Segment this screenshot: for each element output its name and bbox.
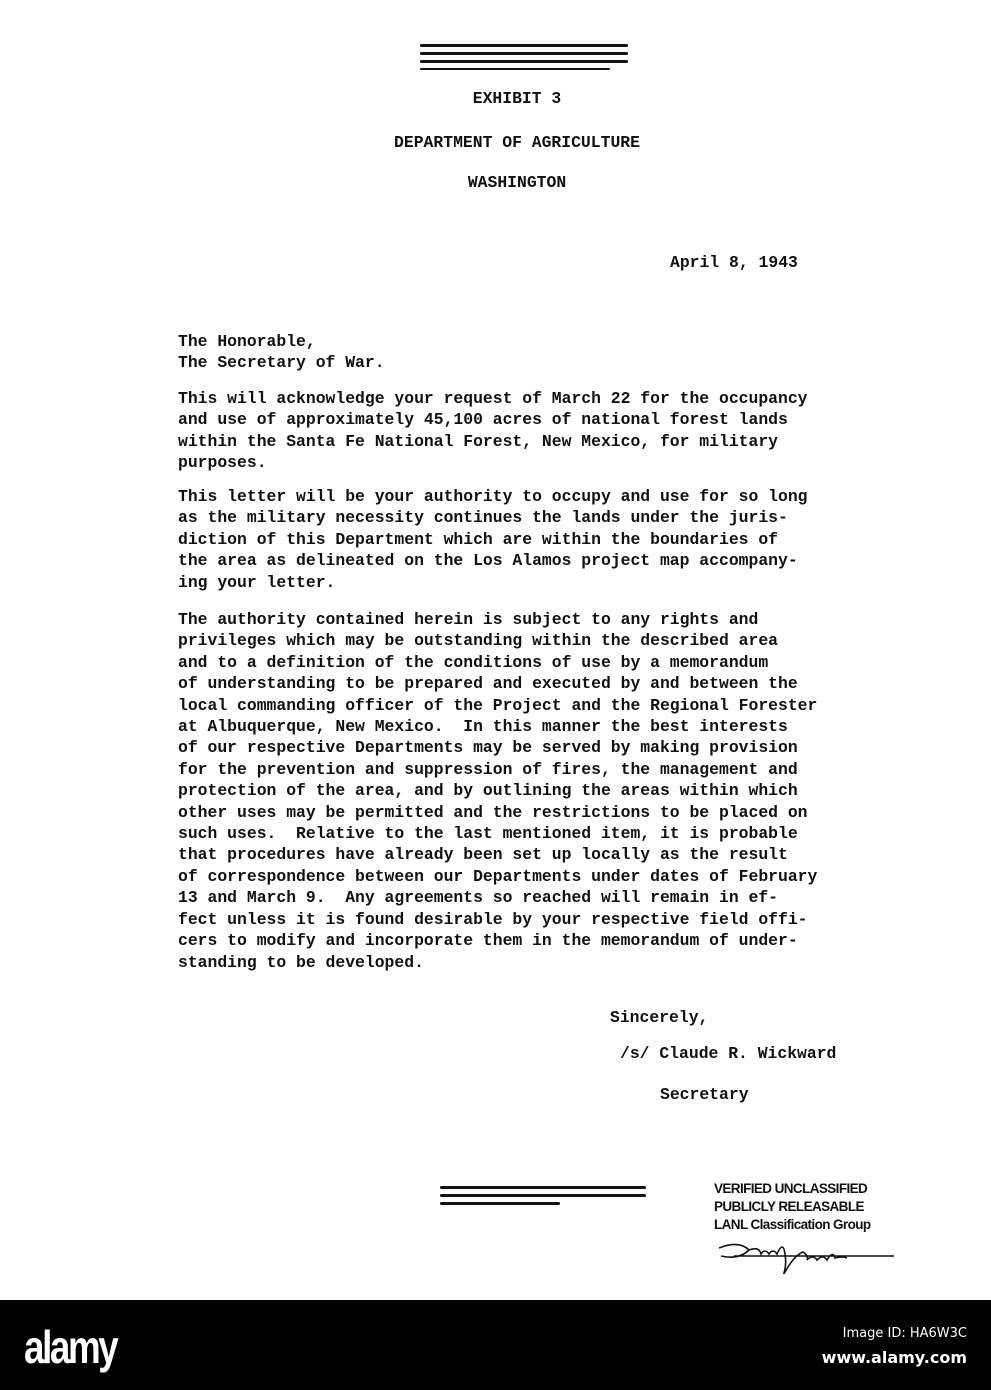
paragraph-line: fect unless it is found desirable by your respective field offi- <box>178 909 808 929</box>
paragraph-line: at Albuquerque, New Mexico. In this manner the best interests <box>178 717 788 737</box>
letter-date: April 8, 1943 <box>670 253 798 272</box>
closing-signature: /s/ Claude R. Wickward <box>620 1044 837 1063</box>
paragraph-line: standing to be developed. <box>178 952 424 972</box>
paragraph-line: privileges which may be outstanding within the described area <box>178 631 778 651</box>
paragraph-line: that procedures have already been set up locally as the result <box>178 845 788 865</box>
paragraph-line: within the Santa Fe National Forest, New Mexico, for military <box>178 431 778 451</box>
paragraph-line: for the prevention and suppression of fires, the management and <box>178 759 798 779</box>
footer-url: www.alamy.com <box>821 1348 967 1367</box>
salutation <box>178 331 385 374</box>
closing-sincerely: Sincerely, <box>610 1008 709 1027</box>
paragraph-line: diction of this Department which are within the boundaries of <box>178 529 778 549</box>
paragraph-line: of correspondence between our Departments under dates of February <box>178 866 818 886</box>
paragraph-1 <box>178 388 808 474</box>
paragraph-line: protection of the area, and by outlining the areas within which <box>178 781 798 801</box>
salutation-line: The Secretary of War. <box>178 353 385 373</box>
footer-bar <box>0 1300 991 1390</box>
paragraph-line: ing your letter. <box>178 572 336 592</box>
exhibit-label: EXHIBIT 3 <box>472 89 562 108</box>
redacted-classification-top <box>420 44 628 75</box>
paragraph-line: and use of approximately 45,100 acres of national forest lands <box>178 410 788 430</box>
paragraph-line: purposes. <box>178 453 267 473</box>
paragraph-line: cers to modify and incorporate them in the memorandum of under- <box>178 931 798 951</box>
city-heading: WASHINGTON <box>467 173 567 192</box>
salutation-line: The Honorable, <box>178 332 316 351</box>
redacted-classification-bottom <box>440 1186 646 1210</box>
closing-title: Secretary <box>660 1085 749 1104</box>
department-heading: DEPARTMENT OF AGRICULTURE <box>394 133 640 152</box>
alamy-logo: alamy <box>24 1321 117 1373</box>
stamp-line: LANL Classification Group <box>714 1217 871 1232</box>
paragraph-line: local commanding officer of the Project and the Regional Forester <box>178 695 818 715</box>
paragraph-line: as the military necessity continues the lands under the juris- <box>178 508 788 528</box>
declassification-stamp <box>714 1180 899 1279</box>
paragraph-line: of our respective Departments may be served by making provision <box>178 738 798 758</box>
paragraph-line: 13 and March 9. Any agreements so reached will remain in ef- <box>178 888 778 908</box>
handwritten-signature <box>714 1234 899 1274</box>
paragraph-line: of understanding to be prepared and executed by and between the <box>178 674 798 694</box>
paragraph-line: This letter will be your authority to occupy and use for so long <box>178 487 808 506</box>
stamp-line: PUBLICLY RELEASABLE <box>714 1199 864 1214</box>
paragraph-line: the area as delineated on the Los Alamos project map accompany- <box>178 551 798 571</box>
paragraph-line: The authority contained herein is subject to any rights and <box>178 610 759 629</box>
paragraph-line: other uses may be permitted and the restrictions to be placed on <box>178 802 808 822</box>
paragraph-3 <box>178 609 817 973</box>
stamp-line: VERIFIED UNCLASSIFIED <box>714 1181 868 1196</box>
paragraph-2 <box>178 486 808 593</box>
paragraph-line: such uses. Relative to the last mentioned item, it is probable <box>178 824 798 844</box>
paragraph-line: and to a definition of the conditions of use by a memorandum <box>178 652 769 672</box>
image-id: Image ID: HA6W3C <box>842 1326 967 1341</box>
paragraph-line: This will acknowledge your request of March 22 for the occupancy <box>178 389 808 408</box>
